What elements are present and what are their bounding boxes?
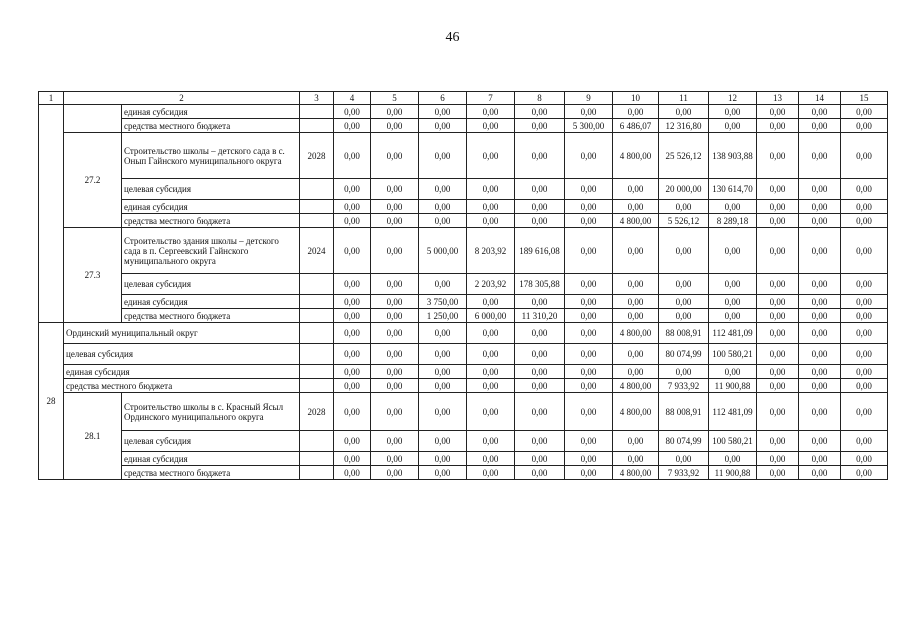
row-label: единая субсидия [64, 365, 300, 379]
row-label: средства местного бюджета [122, 119, 300, 133]
value-cell: 0,00 [841, 344, 888, 365]
value-cell: 2 203,92 [467, 274, 515, 295]
value-cell: 6 000,00 [467, 309, 515, 323]
value-cell: 0,00 [613, 179, 659, 200]
table-row [39, 466, 888, 480]
header-cell: 7 [467, 92, 515, 105]
value-cell: 0,00 [709, 200, 757, 214]
value-cell: 130 614,70 [709, 179, 757, 200]
value-cell: 0,00 [419, 466, 467, 480]
value-cell: 7 933,92 [659, 466, 709, 480]
value-cell: 0,00 [371, 393, 419, 431]
table-row [39, 214, 888, 228]
row-label: единая субсидия [122, 200, 300, 214]
value-cell: 0,00 [467, 431, 515, 452]
value-cell: 0,00 [841, 105, 888, 119]
value-cell: 0,00 [841, 133, 888, 179]
value-cell: 5 526,12 [659, 214, 709, 228]
value-cell: 0,00 [334, 323, 371, 344]
value-cell: 0,00 [841, 228, 888, 274]
year-cell [300, 214, 334, 228]
value-cell: 0,00 [841, 466, 888, 480]
value-cell: 0,00 [467, 200, 515, 214]
table-row [39, 365, 888, 379]
header-cell: 10 [613, 92, 659, 105]
year-cell [300, 344, 334, 365]
value-cell: 0,00 [757, 344, 799, 365]
value-cell: 0,00 [565, 452, 613, 466]
row-label: целевая субсидия [122, 431, 300, 452]
value-cell: 0,00 [467, 452, 515, 466]
year-cell [300, 119, 334, 133]
value-cell: 0,00 [757, 295, 799, 309]
value-cell: 0,00 [334, 200, 371, 214]
value-cell: 11 310,20 [515, 309, 565, 323]
value-cell: 0,00 [709, 365, 757, 379]
value-cell: 100 580,21 [709, 344, 757, 365]
value-cell: 0,00 [419, 431, 467, 452]
value-cell: 0,00 [841, 119, 888, 133]
row-label: целевая субсидия [64, 344, 300, 365]
value-cell: 0,00 [334, 119, 371, 133]
value-cell: 80 074,99 [659, 344, 709, 365]
value-cell: 0,00 [334, 105, 371, 119]
year-cell [300, 365, 334, 379]
value-cell: 0,00 [709, 228, 757, 274]
value-cell: 0,00 [757, 393, 799, 431]
year-cell: 2028 [300, 393, 334, 431]
value-cell: 0,00 [659, 274, 709, 295]
value-cell: 0,00 [334, 431, 371, 452]
empty-cell [39, 105, 64, 323]
header-cell: 12 [709, 92, 757, 105]
value-cell: 0,00 [757, 105, 799, 119]
value-cell: 4 800,00 [613, 214, 659, 228]
value-cell: 0,00 [419, 133, 467, 179]
header-cell: 5 [371, 92, 419, 105]
value-cell: 0,00 [467, 323, 515, 344]
value-cell: 6 486,07 [613, 119, 659, 133]
value-cell: 0,00 [565, 379, 613, 393]
table-row [39, 200, 888, 214]
value-cell: 0,00 [565, 323, 613, 344]
value-cell: 0,00 [565, 228, 613, 274]
value-cell: 0,00 [659, 295, 709, 309]
value-cell: 0,00 [841, 179, 888, 200]
value-cell: 0,00 [757, 119, 799, 133]
value-cell: 0,00 [709, 105, 757, 119]
value-cell: 0,00 [371, 200, 419, 214]
table-row [39, 228, 888, 274]
header-cell: 4 [334, 92, 371, 105]
value-cell: 0,00 [371, 228, 419, 274]
value-cell: 0,00 [419, 452, 467, 466]
value-cell: 4 800,00 [613, 133, 659, 179]
value-cell: 0,00 [515, 379, 565, 393]
value-cell: 0,00 [467, 365, 515, 379]
value-cell: 0,00 [799, 309, 841, 323]
value-cell: 0,00 [419, 274, 467, 295]
value-cell: 0,00 [371, 379, 419, 393]
value-cell: 0,00 [799, 452, 841, 466]
value-cell: 0,00 [799, 274, 841, 295]
value-cell: 0,00 [515, 393, 565, 431]
row-label: единая субсидия [122, 295, 300, 309]
value-cell: 0,00 [334, 274, 371, 295]
header-cell: 6 [419, 92, 467, 105]
value-cell: 0,00 [419, 365, 467, 379]
value-cell: 0,00 [419, 214, 467, 228]
value-cell: 0,00 [613, 105, 659, 119]
value-cell: 0,00 [371, 323, 419, 344]
value-cell: 88 008,91 [659, 393, 709, 431]
value-cell: 0,00 [841, 295, 888, 309]
value-cell: 0,00 [515, 295, 565, 309]
table-row [39, 431, 888, 452]
value-cell: 0,00 [371, 431, 419, 452]
row-label: средства местного бюджета [122, 466, 300, 480]
value-cell: 4 800,00 [613, 379, 659, 393]
value-cell: 0,00 [757, 228, 799, 274]
year-cell [300, 452, 334, 466]
value-cell: 0,00 [565, 179, 613, 200]
year-cell [300, 379, 334, 393]
value-cell: 0,00 [799, 466, 841, 480]
year-cell [300, 323, 334, 344]
value-cell: 0,00 [757, 431, 799, 452]
budget-table [38, 91, 888, 480]
value-cell: 0,00 [467, 295, 515, 309]
value-cell: 0,00 [613, 365, 659, 379]
value-cell: 0,00 [841, 200, 888, 214]
value-cell: 0,00 [467, 344, 515, 365]
section-code: 28.1 [64, 393, 122, 480]
value-cell: 0,00 [841, 309, 888, 323]
value-cell: 0,00 [613, 431, 659, 452]
value-cell: 0,00 [613, 274, 659, 295]
value-cell: 0,00 [799, 379, 841, 393]
section-code: 27.2 [64, 133, 122, 228]
value-cell: 0,00 [419, 179, 467, 200]
value-cell: 0,00 [709, 309, 757, 323]
table-row [39, 119, 888, 133]
value-cell: 0,00 [659, 365, 709, 379]
year-cell [300, 179, 334, 200]
value-cell: 0,00 [799, 119, 841, 133]
value-cell: 0,00 [565, 200, 613, 214]
value-cell: 0,00 [334, 344, 371, 365]
value-cell: 0,00 [467, 393, 515, 431]
value-cell: 0,00 [334, 228, 371, 274]
value-cell: 0,00 [709, 295, 757, 309]
value-cell: 11 900,88 [709, 379, 757, 393]
value-cell: 0,00 [515, 452, 565, 466]
value-cell: 0,00 [515, 179, 565, 200]
value-cell: 0,00 [371, 295, 419, 309]
value-cell: 0,00 [467, 379, 515, 393]
value-cell: 0,00 [709, 274, 757, 295]
value-cell: 0,00 [419, 379, 467, 393]
table-row [39, 393, 888, 431]
table-row [39, 133, 888, 179]
header-cell: 11 [659, 92, 709, 105]
row-label: средства местного бюджета [122, 309, 300, 323]
value-cell: 20 000,00 [659, 179, 709, 200]
value-cell: 0,00 [757, 466, 799, 480]
value-cell: 0,00 [334, 452, 371, 466]
header-cell: 14 [799, 92, 841, 105]
row-label: целевая субсидия [122, 179, 300, 200]
value-cell: 3 750,00 [419, 295, 467, 309]
value-cell: 0,00 [565, 365, 613, 379]
value-cell: 0,00 [371, 344, 419, 365]
row-label: средства местного бюджета [122, 214, 300, 228]
year-cell [300, 105, 334, 119]
value-cell: 0,00 [334, 309, 371, 323]
year-cell [300, 200, 334, 214]
year-cell [300, 431, 334, 452]
value-cell: 0,00 [757, 365, 799, 379]
value-cell: 0,00 [841, 214, 888, 228]
value-cell: 7 933,92 [659, 379, 709, 393]
value-cell: 88 008,91 [659, 323, 709, 344]
value-cell: 0,00 [515, 214, 565, 228]
value-cell: 0,00 [613, 309, 659, 323]
value-cell: 0,00 [799, 200, 841, 214]
value-cell: 0,00 [419, 344, 467, 365]
value-cell: 112 481,09 [709, 323, 757, 344]
value-cell: 0,00 [709, 452, 757, 466]
value-cell: 0,00 [371, 466, 419, 480]
header-cell: 3 [300, 92, 334, 105]
value-cell: 0,00 [467, 466, 515, 480]
table-row [39, 179, 888, 200]
page-number: 46 [445, 30, 460, 45]
value-cell: 8 289,18 [709, 214, 757, 228]
table-row [39, 309, 888, 323]
value-cell: 4 800,00 [613, 466, 659, 480]
value-cell: 0,00 [757, 179, 799, 200]
value-cell: 0,00 [371, 309, 419, 323]
value-cell: 0,00 [467, 105, 515, 119]
value-cell: 0,00 [467, 179, 515, 200]
value-cell: 80 074,99 [659, 431, 709, 452]
value-cell: 0,00 [799, 365, 841, 379]
year-cell [300, 466, 334, 480]
value-cell: 100 580,21 [709, 431, 757, 452]
row-label: Строительство школы – детского сада в с. Онып Гайнского муниципального округа [122, 133, 300, 179]
value-cell: 0,00 [515, 200, 565, 214]
value-cell: 0,00 [659, 200, 709, 214]
value-cell: 8 203,92 [467, 228, 515, 274]
value-cell: 0,00 [613, 200, 659, 214]
value-cell: 0,00 [371, 119, 419, 133]
value-cell: 189 616,08 [515, 228, 565, 274]
value-cell: 0,00 [799, 214, 841, 228]
value-cell: 0,00 [515, 365, 565, 379]
header-cell: 1 [39, 92, 64, 105]
table-header-row [39, 92, 888, 105]
value-cell: 0,00 [565, 214, 613, 228]
value-cell: 1 250,00 [419, 309, 467, 323]
section-code: 27.3 [64, 228, 122, 323]
value-cell: 0,00 [334, 214, 371, 228]
value-cell: 12 316,80 [659, 119, 709, 133]
value-cell: 0,00 [799, 323, 841, 344]
value-cell: 0,00 [371, 105, 419, 119]
value-cell: 0,00 [565, 105, 613, 119]
table-row [39, 323, 888, 344]
value-cell: 0,00 [419, 393, 467, 431]
year-cell: 2028 [300, 133, 334, 179]
value-cell: 0,00 [799, 344, 841, 365]
year-cell [300, 309, 334, 323]
table-row [39, 295, 888, 309]
value-cell: 0,00 [613, 295, 659, 309]
value-cell: 0,00 [757, 309, 799, 323]
value-cell: 0,00 [467, 119, 515, 133]
value-cell: 0,00 [515, 431, 565, 452]
value-cell: 0,00 [467, 214, 515, 228]
value-cell: 0,00 [799, 393, 841, 431]
value-cell: 0,00 [799, 295, 841, 309]
value-cell: 0,00 [841, 431, 888, 452]
value-cell: 0,00 [757, 452, 799, 466]
value-cell: 0,00 [334, 295, 371, 309]
value-cell: 0,00 [334, 466, 371, 480]
value-cell: 0,00 [613, 452, 659, 466]
value-cell: 178 305,88 [515, 274, 565, 295]
value-cell: 4 800,00 [613, 323, 659, 344]
value-cell: 0,00 [709, 119, 757, 133]
value-cell: 0,00 [565, 274, 613, 295]
value-cell: 0,00 [371, 179, 419, 200]
row-label: единая субсидия [122, 452, 300, 466]
header-cell: 9 [565, 92, 613, 105]
value-cell: 0,00 [515, 105, 565, 119]
value-cell: 0,00 [757, 133, 799, 179]
value-cell: 0,00 [371, 365, 419, 379]
value-cell: 0,00 [841, 452, 888, 466]
value-cell: 0,00 [334, 379, 371, 393]
value-cell: 0,00 [515, 344, 565, 365]
value-cell: 0,00 [565, 133, 613, 179]
year-cell: 2024 [300, 228, 334, 274]
value-cell: 0,00 [757, 274, 799, 295]
value-cell: 0,00 [515, 133, 565, 179]
value-cell: 0,00 [659, 105, 709, 119]
year-cell [300, 295, 334, 309]
value-cell: 0,00 [515, 466, 565, 480]
value-cell: 0,00 [371, 452, 419, 466]
year-cell [300, 274, 334, 295]
value-cell: 4 800,00 [613, 393, 659, 431]
value-cell: 0,00 [613, 344, 659, 365]
value-cell: 0,00 [334, 133, 371, 179]
row-label: единая субсидия [122, 105, 300, 119]
value-cell: 0,00 [841, 393, 888, 431]
value-cell: 0,00 [799, 105, 841, 119]
value-cell: 0,00 [565, 466, 613, 480]
value-cell: 0,00 [565, 393, 613, 431]
row-label: Ординский муниципальный округ [64, 323, 300, 344]
value-cell: 0,00 [419, 105, 467, 119]
value-cell: 0,00 [659, 228, 709, 274]
value-cell: 0,00 [371, 214, 419, 228]
header-cell: 13 [757, 92, 799, 105]
value-cell: 0,00 [334, 365, 371, 379]
value-cell: 0,00 [371, 133, 419, 179]
row-label: целевая субсидия [122, 274, 300, 295]
header-cell: 2 [64, 92, 300, 105]
value-cell: 0,00 [334, 393, 371, 431]
value-cell: 0,00 [841, 365, 888, 379]
value-cell: 0,00 [565, 309, 613, 323]
value-cell: 112 481,09 [709, 393, 757, 431]
value-cell: 0,00 [565, 295, 613, 309]
value-cell: 0,00 [419, 323, 467, 344]
value-cell: 0,00 [799, 179, 841, 200]
value-cell: 0,00 [515, 323, 565, 344]
value-cell: 0,00 [565, 344, 613, 365]
value-cell: 0,00 [841, 274, 888, 295]
header-cell: 15 [841, 92, 888, 105]
value-cell: 0,00 [659, 452, 709, 466]
value-cell: 0,00 [515, 119, 565, 133]
value-cell: 0,00 [799, 228, 841, 274]
row-label: средства местного бюджета [64, 379, 300, 393]
table-row [39, 105, 888, 119]
header-cell: 8 [515, 92, 565, 105]
value-cell: 0,00 [757, 379, 799, 393]
value-cell: 11 900,88 [709, 466, 757, 480]
table-row [39, 452, 888, 466]
value-cell: 0,00 [841, 379, 888, 393]
value-cell: 0,00 [659, 309, 709, 323]
value-cell: 0,00 [419, 200, 467, 214]
value-cell: 0,00 [799, 133, 841, 179]
value-cell: 0,00 [757, 214, 799, 228]
value-cell: 0,00 [371, 274, 419, 295]
empty-cell [64, 105, 122, 133]
row-label: Строительство здания школы – детского сада в п. Сергеевский Гайнского муниципального округа [122, 228, 300, 274]
table-row [39, 379, 888, 393]
value-cell: 0,00 [841, 323, 888, 344]
table-row [39, 344, 888, 365]
value-cell: 0,00 [799, 431, 841, 452]
value-cell: 0,00 [467, 133, 515, 179]
section-code: 28 [39, 323, 64, 480]
value-cell: 0,00 [334, 179, 371, 200]
value-cell: 25 526,12 [659, 133, 709, 179]
value-cell: 5 000,00 [419, 228, 467, 274]
value-cell: 0,00 [565, 431, 613, 452]
value-cell: 5 300,00 [565, 119, 613, 133]
value-cell: 0,00 [419, 119, 467, 133]
value-cell: 0,00 [757, 200, 799, 214]
value-cell: 0,00 [757, 323, 799, 344]
value-cell: 138 903,88 [709, 133, 757, 179]
row-label: Строительство школы в с. Красный Ясыл Ординского муниципального округа [122, 393, 300, 431]
value-cell: 0,00 [613, 228, 659, 274]
table-row [39, 274, 888, 295]
